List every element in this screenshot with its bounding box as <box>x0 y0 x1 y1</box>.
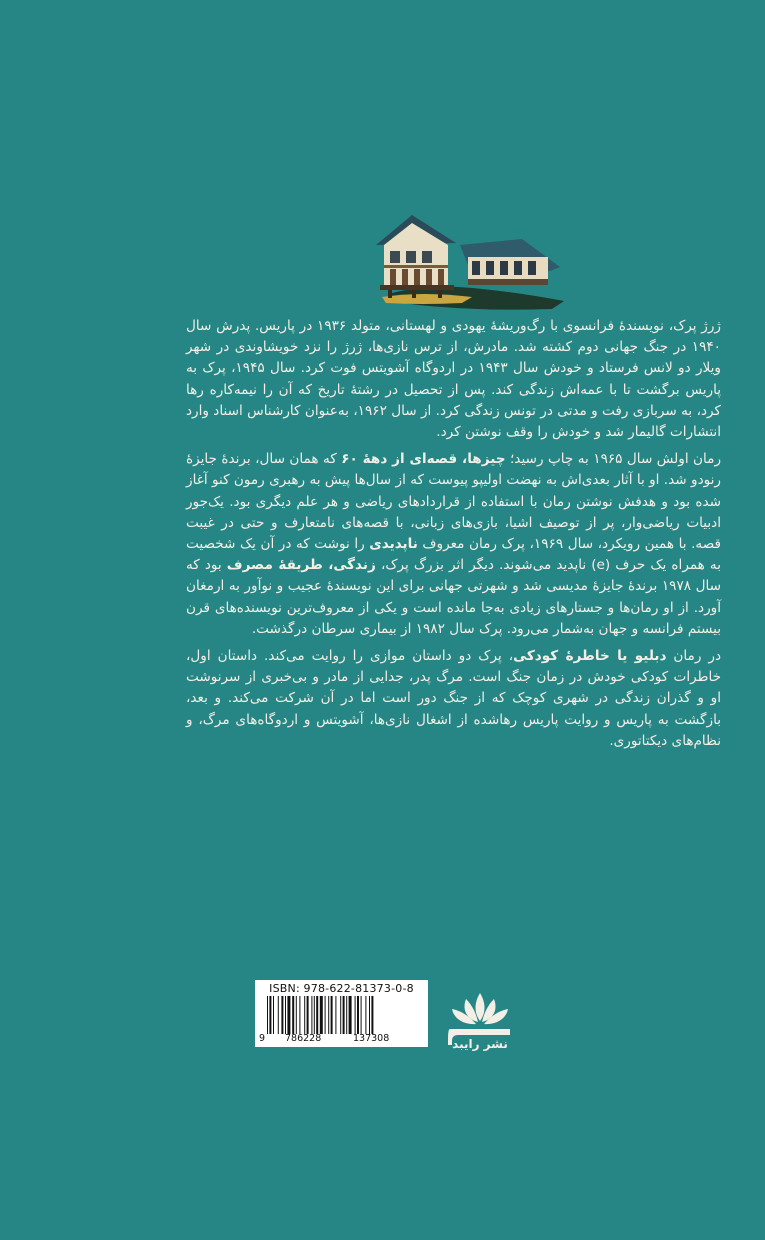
barcode-bars <box>267 996 417 1034</box>
back-cover-text <box>186 316 721 758</box>
barcode-bar <box>287 996 290 1034</box>
barcode-bar <box>267 996 268 1034</box>
barcode-bar <box>307 996 309 1034</box>
barcode-bar <box>269 996 271 1034</box>
barcode-bar <box>343 996 345 1034</box>
text-segment: بود که سال ۱۹۷۸ برندهٔ جایزهٔ مدیسی شد و شهرتی جهانی برای این نویسندهٔ عجیب و نوآور به ارمغان آورد. از او رمان‌ها و جستارهای زیادی به‌جا مانده است و یکی از معروف‌ترین نویسنده‌های قرن بیستم فرانسه و جهان به‌شمار می‌رود. پرک سال ۱۹۸۲ از بیماری سرطان درگذشت. <box>186 557 722 637</box>
barcode-bar <box>340 996 341 1034</box>
barcode-bar <box>355 996 356 1034</box>
barcode-bar <box>296 996 297 1034</box>
barcode-bar <box>357 996 359 1034</box>
barcode-bar <box>281 996 283 1034</box>
barcode-bar <box>320 996 323 1034</box>
barcode-bar <box>349 996 352 1034</box>
text-segment: ژرژ پرک، نویسندهٔ فرانسوی با رگ‌وریشهٔ یهودی و لهستانی، متولد ۱۹۳۶ در پاریس. پدرش سال ۱۹۴۰ در جنگ جهانی دوم کشته شد. مادرش، از ترس نازی‌ها، ژرژ را نزد خویشاوندی در شهر ویلار دو لانس فرستاد و خودش سال ۱۹۴۳ در اردوگاه آشویتس فوت کرد. سال ۱۹۴۵، پرک به پاریس برگشت تا با عمه‌اش زندگی کند. پس از تحصیل در رشتهٔ تاریخ که آن را نیمه‌کاره رها کرد، به سربازی رفت و مدتی در تونس زندگی کرد. از سال ۱۹۶۲، به‌عنوان کارشناس اسناد وارد انتشارات گالیمار شد و خودش را وقف نوشتن کرد. <box>186 318 721 441</box>
text-segment: ، پرک دو داستان موازی را روایت می‌کند. داستان اول، خاطرات کودکی خودش در زمان جنگ است. مرگ پدر، جدایی از مادر و بی‌خبری از سرنوشت او و گذران زندگی در شهری کوچک که از جنگ دور است اما در آن شرکت می‌کند. و بعد، بازگشت به پاریس و روایت پاریس رهاشده از اشغال نازی‌ها، آشویتس و اردوگاه‌های مرگ، و نظام‌های دیکتاتوری. <box>186 648 721 749</box>
barcode-bar <box>328 996 329 1034</box>
barcode-bar <box>273 996 274 1034</box>
text-segment: در رمان <box>666 648 722 665</box>
barcode-bar <box>314 996 315 1034</box>
publisher-name: نشر رایبد <box>452 1037 508 1051</box>
barcode-digits-left: 786228 <box>285 1033 322 1044</box>
text-segment: را نوشت که در آن یک شخصیت به همراه یک حرف (e) ناپدید می‌شوند. دیگر اثر بزرگ پرک، <box>186 536 722 574</box>
barcode-bar <box>292 996 294 1034</box>
barcode-digits <box>255 1033 428 1045</box>
book-title: دبلیو یا خاطرهٔ کودکی <box>513 648 667 665</box>
isbn-label: ISBN: 978-622-81373-0-8 <box>269 982 414 995</box>
barcode-bar <box>335 996 336 1034</box>
barcode-bar <box>299 996 300 1034</box>
barcode-bar <box>285 996 286 1034</box>
barcode-bar <box>369 996 370 1034</box>
barcode-bar <box>361 996 362 1034</box>
barcode-bar <box>311 996 312 1034</box>
barcode-bar <box>325 996 326 1034</box>
barcode-digits-right: 137308 <box>353 1033 390 1044</box>
text-segment: که همان سال، برندهٔ جایزهٔ رنودو شد. او با آثار بعدی‌اش به نهضت اولیپو پیوست که از سال‌ها پیش به رهبری رمون کنو آغاز شده بود و هدفش نوشتن رمان با استفاده از قراردادهای ریاضی و هر علم دیگری بود. یک‌جور ادبیات ریاضی‌وار، پر از توصیف اشیا، بازی‌های زبانی، با قصه‌های نامتعارف و حتی در غیبت قصه. با همین رویکرد، سال ۱۹۶۹، پرک رمان معروف <box>186 451 721 553</box>
book-title: ناپدیدی <box>369 536 418 553</box>
paragraph-works <box>186 449 721 640</box>
barcode-bar <box>371 996 373 1034</box>
isbn-barcode <box>255 980 428 1047</box>
book-title: زندگی، طریقهٔ مصرف <box>226 557 376 574</box>
book-title: چیزها، قصه‌ای از دههٔ ۶۰ <box>341 451 506 468</box>
barcode-bar <box>316 996 318 1034</box>
barcode-digit-lead: 9 <box>259 1033 266 1044</box>
barcode-bar <box>278 996 279 1034</box>
barcode-bar <box>346 996 347 1034</box>
barcode-bar <box>331 996 333 1034</box>
paragraph-summary <box>186 646 721 752</box>
barcode-bar <box>304 996 305 1034</box>
paragraph-biography <box>186 316 721 443</box>
barcode-bar <box>365 996 366 1034</box>
text-segment: رمان اولش سال ۱۹۶۵ به چاپ رسید؛ <box>505 451 722 468</box>
wooden-house-illustration <box>372 205 568 313</box>
